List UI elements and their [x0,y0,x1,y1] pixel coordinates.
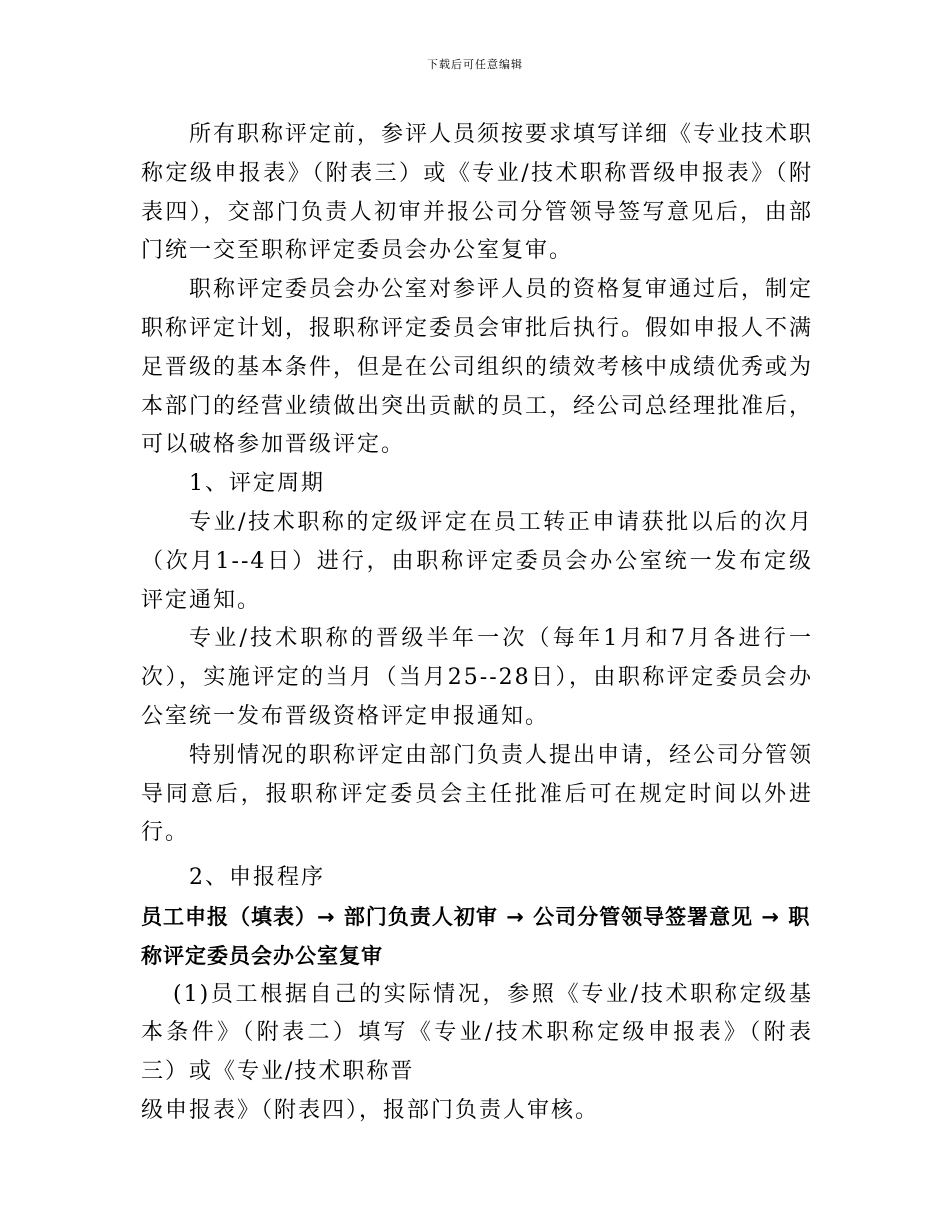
paragraph-promotion-cycle: 专业/技术职称的晋级半年一次（每年1月和7月各进行一次），实施评定的当月（当月25--28日），由职称评定委员会办公室统一发布晋级资格评定申报通知。 [141,626,813,729]
section-heading-cycle: 1、评定周期 [189,471,325,497]
procedure-step-1-a: (1)员工根据自己的实际情况，参照《专业/技术职称定级基本条件》（附表二）填写《专业/技术职称定级申报表》（附表三）或《专业/技术职称晋 [141,981,813,1085]
paragraph-submission: 所有职称评定前，参评人员须按要求填写详细《专业技术职称定级申报表》（附表三）或《专业/技术职称晋级申报表》（附表四），交部门负责人初审并报公司分管领导签写意见后，由部门统一交至职称评定委员会办公室复审。 [141,122,814,264]
paragraph-review-plan: 职称评定委员会办公室对参评人员的资格复审通过后，制定职称评定计划，报职称评定委员会审批后执行。假如申报人不满足晋级的基本条件，但是在公司组织的绩效考核中成绩优秀或为本部门的经营业绩做出突出贡献的员工，经公司总经理批准后，可以破格参加晋级评定。 [141,277,814,458]
procedure-flow: 员工申报（填表）→ 部门负责人初审 → 公司分管领导签署意见 → 职称评定委员会办公室复审 [141,904,811,968]
paragraph-grading-cycle: 专业/技术职称的定级评定在员工转正申请获批以后的次月（次月1--4日）进行，由职称评定委员会办公室统一发布定级评定通知。 [141,509,813,613]
page-header-note: 下载后可任意编辑 [427,58,523,71]
paragraph-special-cases: 特别情况的职称评定由部门负责人提出申请，经公司分管领导同意后，报职称评定委员会主任批准后可在规定时间以外进行。 [141,742,814,846]
document-body [141,116,813,1131]
section-heading-procedure: 2、申报程序 [189,865,325,891]
procedure-step-1-b: 级申报表》（附表四），报部门负责人审核。 [141,1097,600,1123]
